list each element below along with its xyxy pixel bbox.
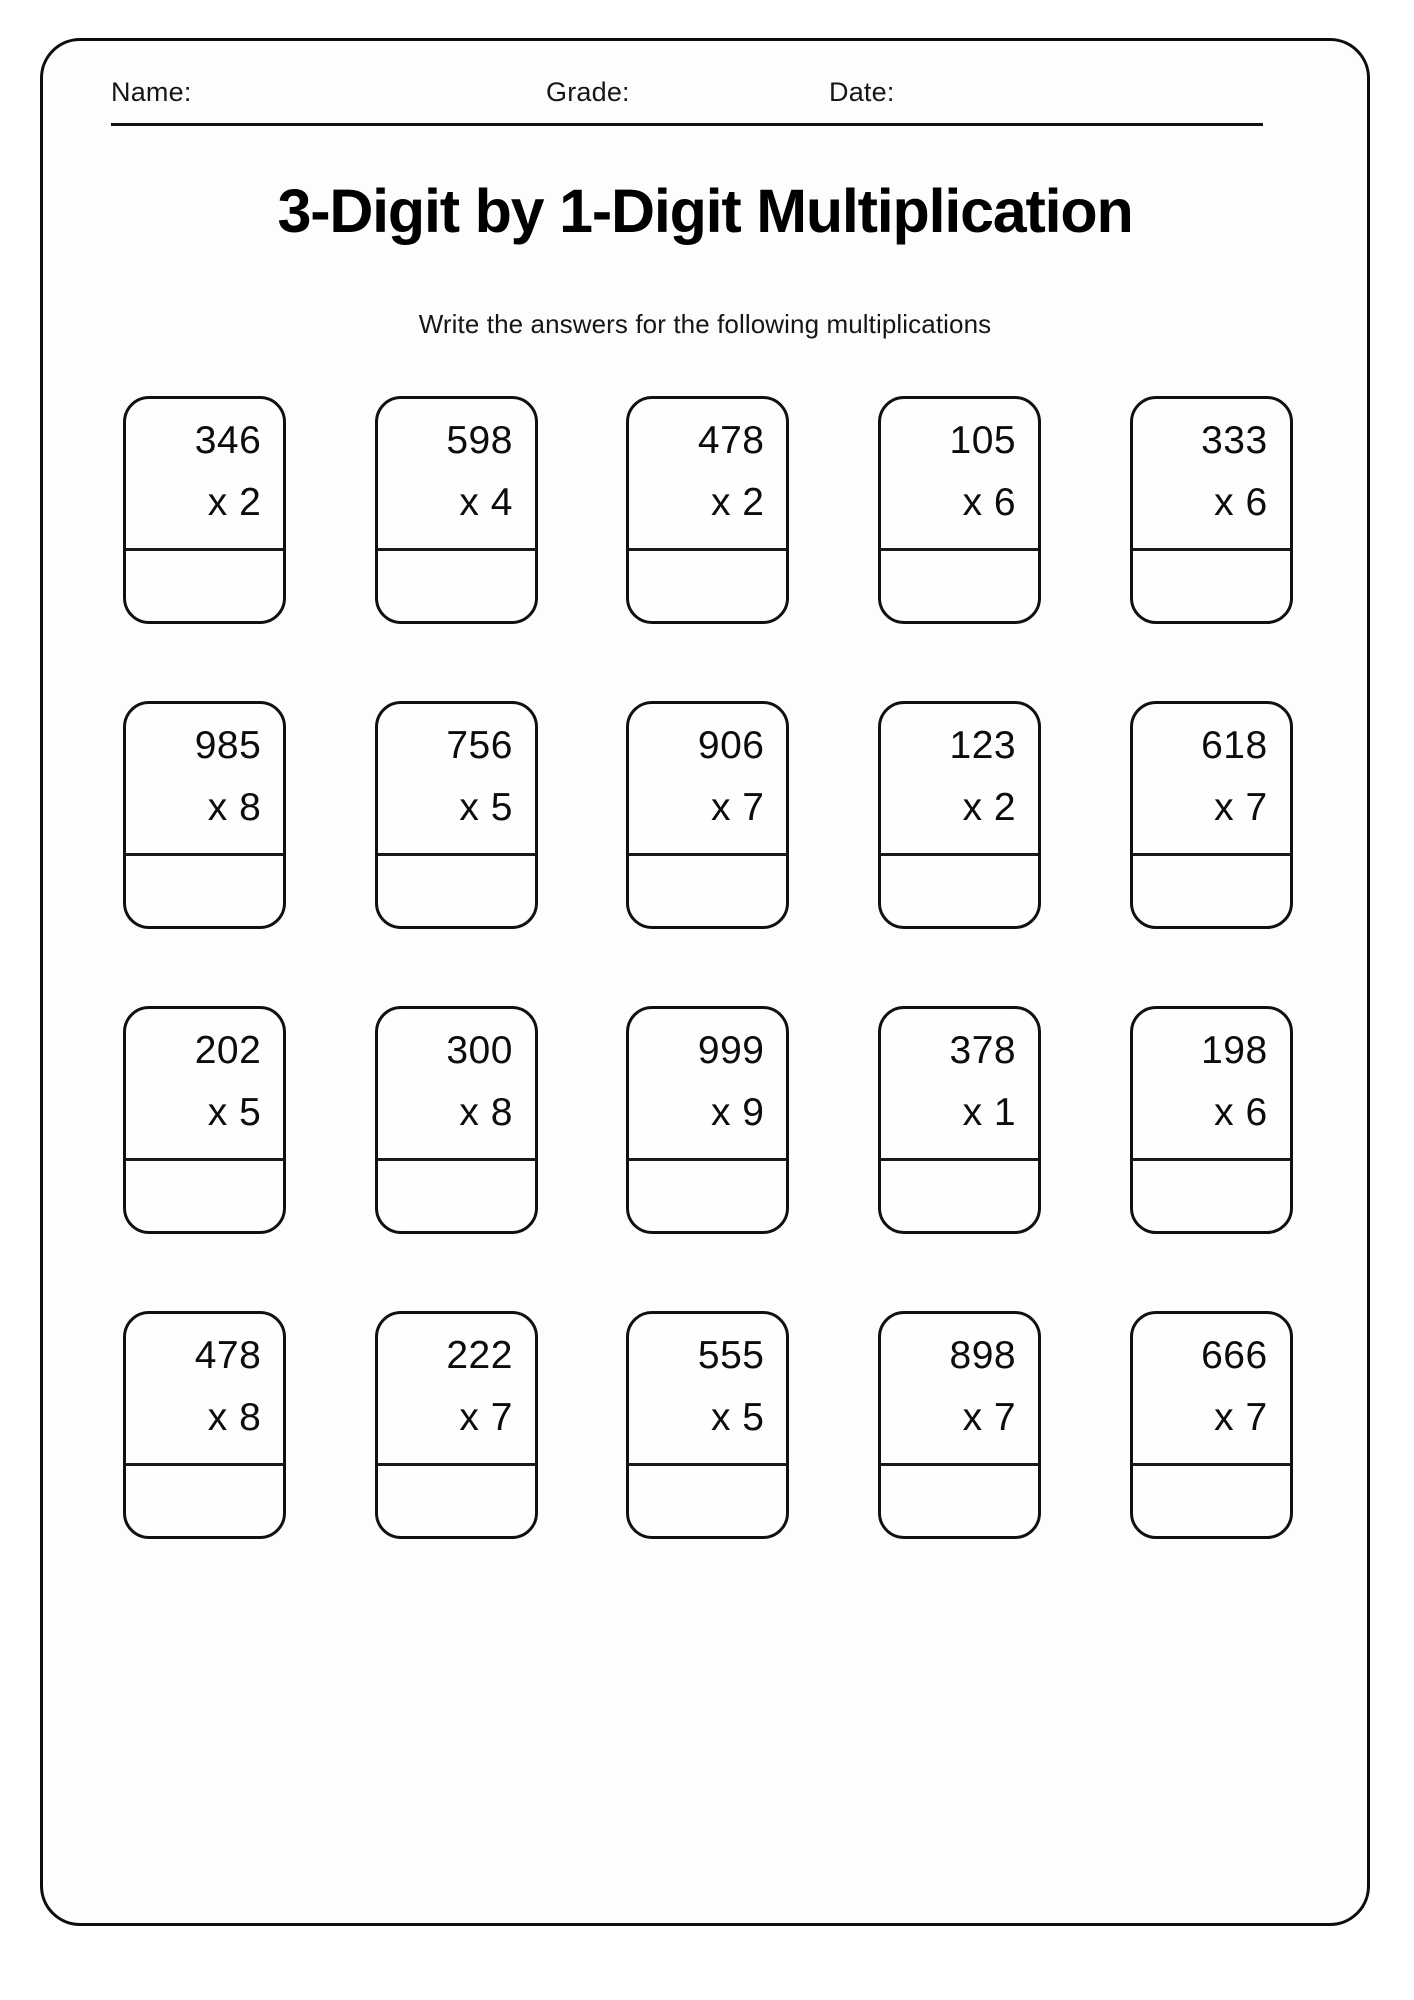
problem-operand: 478	[697, 419, 765, 462]
problem-multiplier: x 7	[710, 786, 765, 829]
problem-cell	[331, 1311, 583, 1616]
problem-multiplier: x 6	[1214, 481, 1268, 524]
answer-input-area[interactable]	[1133, 856, 1290, 926]
problem-cell	[331, 701, 583, 1006]
answer-input-area[interactable]	[881, 551, 1038, 621]
problem-cell	[79, 701, 331, 1006]
problem-expression	[881, 399, 1038, 551]
answer-input-area[interactable]	[881, 856, 1038, 926]
instructions-text: Write the answers for the following multiplications	[418, 309, 992, 339]
problem-cell	[79, 1311, 331, 1616]
problem-multiplier: x 7	[962, 1396, 1017, 1439]
problem-operand: 555	[697, 1334, 765, 1377]
problem-box	[626, 1006, 789, 1234]
problem-operand: 618	[1201, 724, 1268, 767]
problem-operand: 198	[1201, 1029, 1268, 1072]
problem-multiplier: x 2	[710, 481, 765, 524]
problem-expression	[629, 704, 786, 856]
answer-input-area[interactable]	[126, 1161, 283, 1231]
problem-operand: 346	[194, 419, 262, 462]
problem-multiplier: x 8	[459, 1091, 513, 1134]
problem-multiplier: x 5	[710, 1396, 765, 1439]
grade-field-label: Grade:	[546, 77, 630, 107]
problem-multiplier: x 2	[962, 786, 1017, 829]
problem-expression	[378, 704, 535, 856]
problem-cell	[79, 396, 331, 701]
problem-cell	[331, 1006, 583, 1311]
problem-cell	[1085, 1006, 1337, 1311]
name-field-label: Name:	[111, 77, 192, 107]
problem-box	[1130, 1006, 1293, 1234]
problem-expression	[629, 1009, 786, 1161]
problem-operand: 378	[949, 1029, 1017, 1072]
problem-expression	[1133, 1314, 1290, 1466]
problem-multiplier: x 6	[1214, 1091, 1268, 1134]
problem-operand: 898	[949, 1334, 1017, 1377]
answer-input-area[interactable]	[881, 1466, 1038, 1536]
problem-box	[626, 396, 789, 624]
problem-box	[626, 1311, 789, 1539]
problem-box	[878, 396, 1041, 624]
problem-expression	[126, 1314, 283, 1466]
problem-operand: 756	[446, 724, 513, 767]
problem-multiplier: x 5	[459, 786, 513, 829]
problem-box	[1130, 1311, 1293, 1539]
student-info-row	[111, 77, 1263, 123]
problem-expression	[881, 1009, 1038, 1161]
answer-input-area[interactable]	[629, 551, 786, 621]
problem-expression	[378, 1009, 535, 1161]
problem-operand: 105	[949, 419, 1017, 462]
problem-multiplier: x 7	[459, 1396, 513, 1439]
problem-cell	[1085, 1311, 1337, 1616]
problem-cell	[582, 1311, 834, 1616]
problem-expression	[378, 1314, 535, 1466]
problem-box	[375, 701, 538, 929]
problem-expression	[126, 704, 283, 856]
problem-multiplier: x 5	[207, 1091, 262, 1134]
problem-operand: 123	[949, 724, 1017, 767]
date-field-label: Date:	[829, 77, 895, 107]
problem-cell	[1085, 701, 1337, 1006]
problem-cell	[1085, 396, 1337, 701]
answer-input-area[interactable]	[126, 551, 283, 621]
problem-cell	[582, 701, 834, 1006]
problem-operand: 202	[194, 1029, 262, 1072]
answer-input-area[interactable]	[629, 856, 786, 926]
problem-box	[626, 701, 789, 929]
problem-box	[123, 396, 286, 624]
answer-input-area[interactable]	[881, 1161, 1038, 1231]
answer-input-area[interactable]	[1133, 1161, 1290, 1231]
problem-cell	[331, 396, 583, 701]
problem-operand: 985	[194, 724, 262, 767]
problem-cell	[834, 396, 1086, 701]
problem-box	[878, 1311, 1041, 1539]
problem-grid	[79, 396, 1337, 1616]
problem-multiplier: x 2	[207, 481, 262, 524]
problem-operand: 478	[194, 1334, 262, 1377]
problem-box	[123, 701, 286, 929]
answer-input-area[interactable]	[378, 856, 535, 926]
problem-box	[375, 1311, 538, 1539]
problem-expression	[881, 704, 1038, 856]
problem-expression	[378, 399, 535, 551]
problem-multiplier: x 4	[459, 481, 513, 524]
problem-expression	[629, 1314, 786, 1466]
page-title: 3-Digit by 1-Digit Multiplication	[277, 177, 1133, 245]
answer-input-area[interactable]	[629, 1466, 786, 1536]
header-divider	[111, 123, 1263, 126]
problem-box	[878, 701, 1041, 929]
problem-box	[878, 1006, 1041, 1234]
problem-expression	[1133, 1009, 1290, 1161]
problem-multiplier: x 8	[207, 1396, 262, 1439]
answer-input-area[interactable]	[378, 1466, 535, 1536]
problem-operand: 666	[1201, 1334, 1268, 1377]
problem-multiplier: x 8	[207, 786, 262, 829]
answer-input-area[interactable]	[378, 551, 535, 621]
problem-cell	[834, 701, 1086, 1006]
problem-operand: 598	[446, 419, 513, 462]
answer-input-area[interactable]	[1133, 551, 1290, 621]
problem-box	[1130, 396, 1293, 624]
problem-expression	[1133, 704, 1290, 856]
answer-input-area[interactable]	[629, 1161, 786, 1231]
problem-cell	[834, 1311, 1086, 1616]
problem-expression	[1133, 399, 1290, 551]
problem-box	[1130, 701, 1293, 929]
problem-box	[123, 1006, 286, 1234]
problem-operand: 300	[446, 1029, 513, 1072]
problem-multiplier: x 7	[1214, 1396, 1268, 1439]
problem-cell	[582, 396, 834, 701]
problem-box	[123, 1311, 286, 1539]
worksheet-page	[40, 38, 1370, 1926]
answer-input-area[interactable]	[126, 856, 283, 926]
answer-input-area[interactable]	[378, 1161, 535, 1231]
student-info-header	[111, 77, 1263, 123]
problem-multiplier: x 9	[710, 1091, 765, 1134]
problem-cell	[834, 1006, 1086, 1311]
problem-cell	[582, 1006, 834, 1311]
problem-expression	[126, 399, 283, 551]
problem-expression	[881, 1314, 1038, 1466]
problem-multiplier: x 7	[1214, 786, 1268, 829]
problem-operand: 333	[1201, 419, 1268, 462]
problem-multiplier: x 1	[962, 1091, 1017, 1134]
problem-operand: 999	[697, 1029, 765, 1072]
problem-box	[375, 1006, 538, 1234]
problem-operand: 222	[446, 1334, 513, 1377]
problem-expression	[629, 399, 786, 551]
answer-input-area[interactable]	[1133, 1466, 1290, 1536]
answer-input-area[interactable]	[126, 1466, 283, 1536]
problem-multiplier: x 6	[962, 481, 1017, 524]
problem-cell	[79, 1006, 331, 1311]
problem-expression	[126, 1009, 283, 1161]
problem-operand: 906	[697, 724, 765, 767]
problem-box	[375, 396, 538, 624]
